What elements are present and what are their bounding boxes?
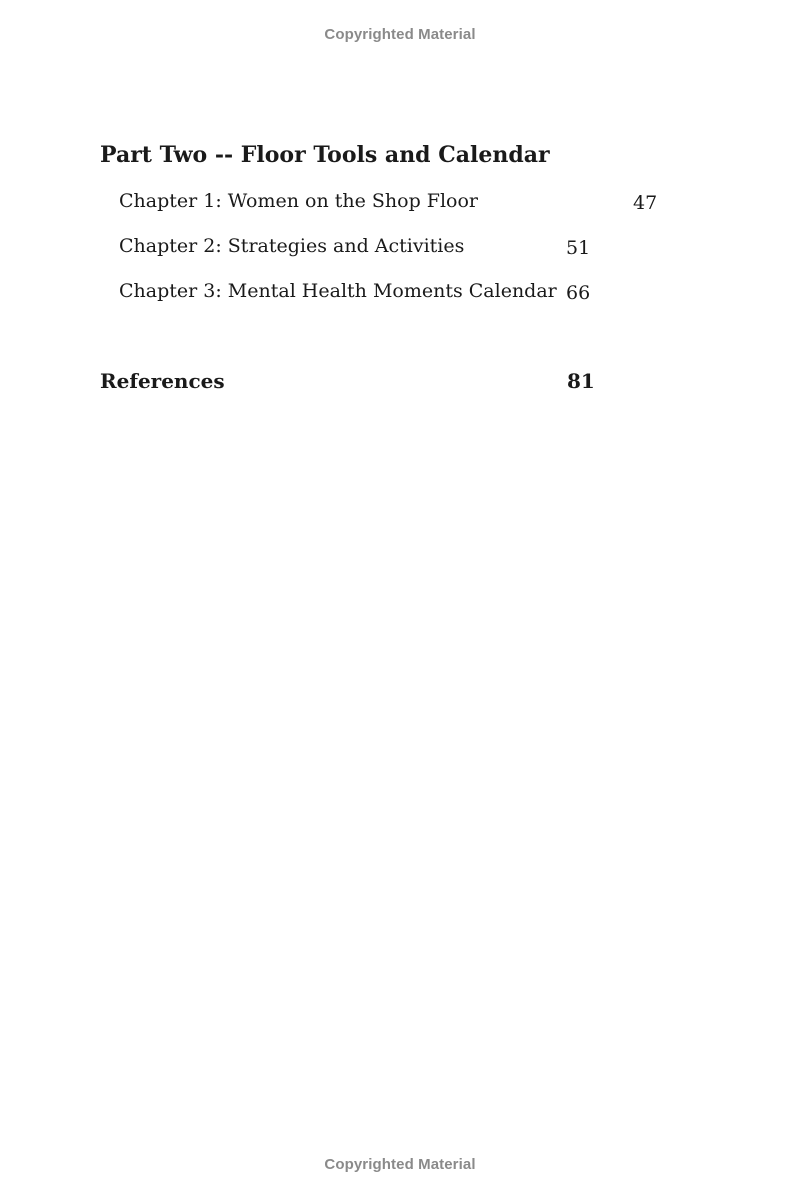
copyright-watermark-top: Copyrighted Material bbox=[324, 26, 476, 43]
toc-page-chapter-1: 47 bbox=[633, 192, 658, 214]
toc-entry-chapter-3: Chapter 3: Mental Health Moments Calendar bbox=[119, 280, 557, 302]
toc-entry-references: References bbox=[100, 369, 225, 393]
toc-entry-chapter-1: Chapter 1: Women on the Shop Floor bbox=[119, 190, 478, 212]
copyright-watermark-bottom: Copyrighted Material bbox=[324, 1156, 476, 1173]
toc-page-chapter-3: 66 bbox=[566, 282, 591, 304]
part-two-heading: Part Two -- Floor Tools and Calendar bbox=[100, 142, 550, 168]
toc-page-chapter-2: 51 bbox=[566, 237, 591, 259]
toc-page-references: 81 bbox=[567, 369, 595, 393]
toc-entry-chapter-2: Chapter 2: Strategies and Activities bbox=[119, 235, 465, 257]
